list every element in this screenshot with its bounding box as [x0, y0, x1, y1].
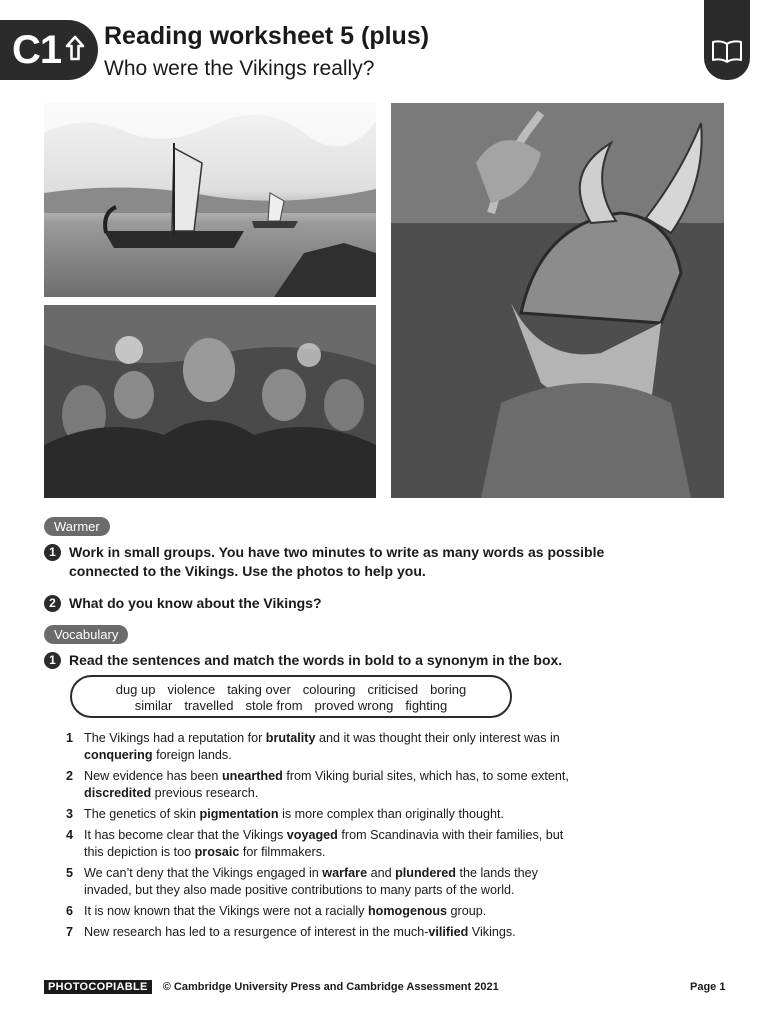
- warmer-question-2: [44, 594, 644, 613]
- page-subtitle: Who were the Vikings really?: [104, 57, 375, 80]
- bold-vocab-word: warfare: [322, 866, 368, 880]
- bold-vocab-word: voyaged: [286, 828, 338, 842]
- footer: [44, 980, 499, 994]
- synonym-word-box: [70, 675, 512, 718]
- sentence-number: 3: [66, 807, 74, 821]
- book-tab: [704, 0, 750, 80]
- vocabulary-question-1: [44, 651, 644, 670]
- box-word: travelled: [184, 698, 234, 713]
- question-text: What do you know about the Vikings?: [69, 595, 322, 611]
- horned-helmet-reenactor: [391, 103, 724, 498]
- sentence-number: 7: [66, 925, 74, 939]
- box-word: taking over: [227, 682, 291, 697]
- box-word: fighting: [405, 698, 448, 713]
- bold-vocab-word: vilified: [428, 925, 469, 939]
- bold-vocab-word: conquering: [84, 748, 153, 762]
- bold-vocab-word: discredited: [84, 786, 152, 800]
- viking-warriors-group: [44, 305, 376, 498]
- book-icon: [711, 39, 743, 68]
- box-word: dug up: [115, 682, 156, 697]
- vocabulary-sentence: 3 The genetics of skin pigmentation is more complex than originally thought.: [66, 807, 504, 821]
- word-box-row: [72, 698, 510, 714]
- up-arrow-icon: [65, 35, 85, 66]
- vocabulary-sentence: 2 New evidence has been unearthed from Viking burial sites, which has, to some extent, discredited previous research.: [66, 769, 569, 800]
- page-title: Reading worksheet 5 (plus): [104, 22, 430, 50]
- vocabulary-sentence: 1 The Vikings had a reputation for brutality and it was thought their only interest was in conquering foreign lands.: [66, 731, 560, 762]
- copyright-text: © Cambridge University Press and Cambridge Assessment 2021: [162, 981, 499, 993]
- vocabulary-label: Vocabulary: [44, 625, 128, 644]
- vocabulary-sentence: 7 New research has led to a resurgence of interest in the much-vilified Vikings.: [66, 925, 516, 939]
- sentence-number: 5: [66, 866, 74, 880]
- question-number: 1: [44, 652, 61, 669]
- word-box-row: [72, 682, 510, 698]
- box-word: proved wrong: [314, 698, 394, 713]
- box-word: stole from: [245, 698, 303, 713]
- sentence-number: 4: [66, 828, 74, 842]
- warmer-label: Warmer: [44, 517, 110, 536]
- bold-vocab-word: prosaic: [194, 845, 240, 859]
- vocabulary-sentence: 4 It has become clear that the Vikings voyaged from Scandinavia with their families, but this depiction is too prosaic for filmmakers.: [66, 828, 564, 859]
- photocopiable-badge: PHOTOCOPIABLE: [44, 980, 152, 994]
- warmer-question-1: [44, 543, 644, 581]
- vocabulary-sentence: 6 It is now known that the Vikings were not a racially homogenous group.: [66, 904, 487, 918]
- box-word: similar: [134, 698, 173, 713]
- bold-vocab-word: pigmentation: [199, 807, 279, 821]
- level-label: C1: [12, 28, 62, 72]
- bold-vocab-word: unearthed: [221, 769, 283, 783]
- sentence-number: 6: [66, 904, 74, 918]
- level-badge: [0, 20, 98, 80]
- question-text: Read the sentences and match the words in bold to a synonym in the box.: [69, 652, 563, 668]
- viking-longship-engraving: [44, 103, 376, 297]
- sentence-number: 2: [66, 769, 74, 783]
- vocabulary-sentences: [66, 730, 586, 945]
- bold-vocab-word: plundered: [395, 866, 456, 880]
- box-word: colouring: [302, 682, 356, 697]
- sentence-number: 1: [66, 731, 74, 745]
- bold-vocab-word: brutality: [265, 731, 316, 745]
- box-word: boring: [430, 682, 467, 697]
- vocabulary-sentence: 5 We can’t deny that the Vikings engaged in warfare and plundered the lands they invaded, but they also made positive contributions to many parts of the world.: [66, 866, 538, 897]
- question-number: 2: [44, 595, 61, 612]
- box-word: violence: [167, 682, 216, 697]
- question-text: Work in small groups. You have two minutes to write as many words as possible connected to the Vikings. Use the photos to help you.: [69, 544, 605, 579]
- page-number: Page 1: [690, 981, 726, 993]
- question-number: 1: [44, 544, 61, 561]
- bold-vocab-word: homogenous: [367, 904, 448, 918]
- box-word: criticised: [367, 682, 419, 697]
